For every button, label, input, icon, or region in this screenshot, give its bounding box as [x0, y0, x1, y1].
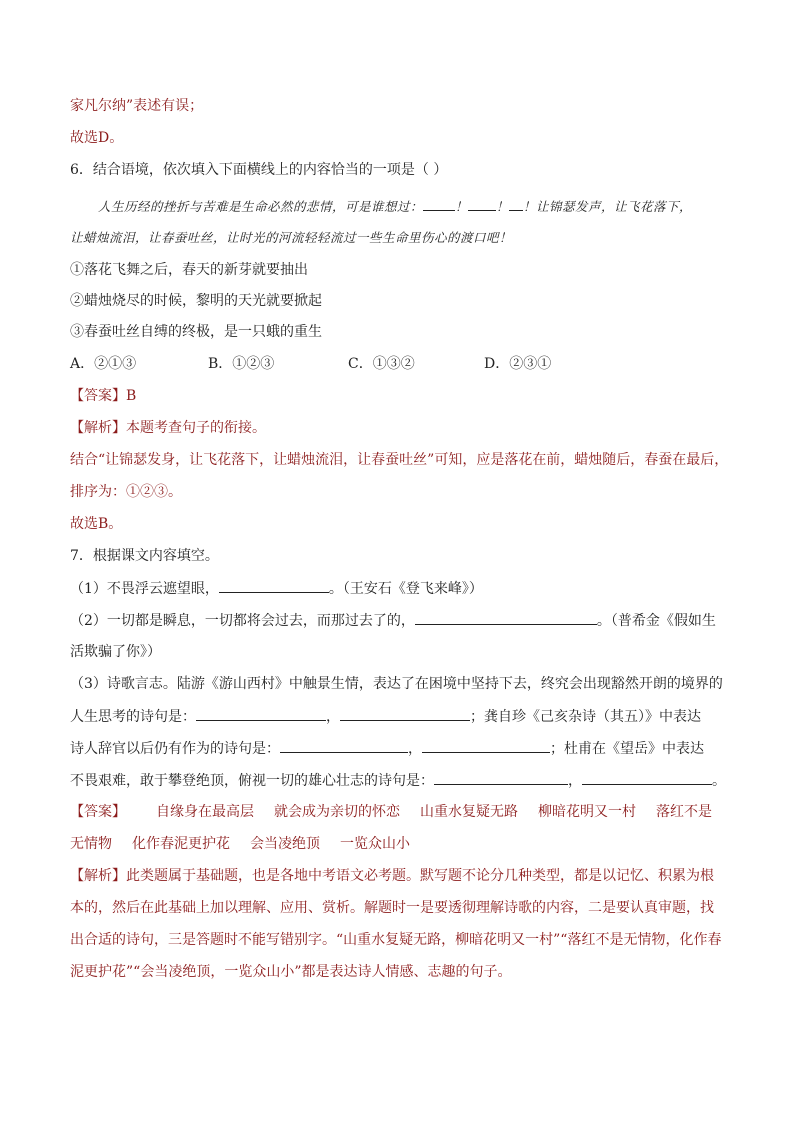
q7-sub2 — [70, 610, 716, 631]
q7-answer — [70, 802, 712, 822]
q6-option-b: B．①②③ — [208, 356, 275, 372]
q6-options-row — [70, 354, 551, 374]
q7-answer-item: 柳暗花明又一村 — [538, 804, 636, 820]
q6-analysis-text: 本题考查句子的衔接。 — [126, 420, 266, 436]
q7-stem: 7．根据课文内容填空。 — [70, 548, 219, 564]
q7-blank-6 — [422, 738, 550, 753]
q7-sub3-line4-text-a: 不畏艰难，敢于攀登绝顶，俯视一切的雄心壮志的诗句是： — [70, 773, 434, 789]
q7-answer-item: 山重水复疑无路 — [420, 804, 518, 820]
q7-sub1 — [70, 578, 483, 599]
q7-analysis-label: 【解析】 — [70, 868, 126, 884]
q7-sub3-line3-text-c: ；杜甫在《望岳》中表达 — [550, 741, 704, 757]
q7-sub3-line4-text-b: ， — [568, 773, 582, 789]
q6-answer-label: 【答案】 — [70, 388, 126, 404]
q6-passage-line1 — [98, 196, 692, 217]
q6-passage-text-a: 人生历经的挫折与苦难是生命必然的悲情，可是谁想过： — [98, 199, 424, 214]
q7-answer-item: 就会成为亲切的怀恋 — [274, 804, 400, 820]
q6-blank-1 — [423, 196, 455, 211]
q7-sub3-line3-text-b: ， — [408, 741, 422, 757]
q7-sub1-text-a: （1）不畏浮云遮望眼， — [70, 581, 219, 597]
q7-answer-item: 无情物 — [70, 836, 112, 852]
q7-sub2-text-a: （2）一切都是瞬息，一切都将会过去，而那过去了的， — [70, 613, 415, 629]
q6-passage-text-c: ！ — [496, 199, 510, 214]
q6-passage-line2: 让蜡烛流泪，让春蚕吐丝，让时光的河流轻轻流过一些生命里伤心的渡口吧！ — [70, 230, 513, 245]
q6-item-1: ①落花飞舞之后，春天的新芽就要抽出 — [70, 262, 308, 278]
q7-blank-2 — [415, 610, 597, 625]
q7-blank-1 — [219, 578, 329, 593]
q7-sub2-line2: 活欺骗了你》） — [70, 644, 161, 660]
q7-answer-item: 化作春泥更护花 — [132, 836, 230, 852]
q6-answer — [70, 386, 136, 406]
q7-analysis-line2: 本的，然后在此基础上加以理解、应用、赏析。解题时一是要透彻理解诗歌的内容，二是要认真审题，找 — [70, 900, 714, 916]
q6-option-a: A．②①③ — [70, 356, 137, 372]
q7-sub3-line2 — [70, 706, 701, 727]
q6-option-d: D．②③① — [484, 356, 552, 372]
q7-blank-4 — [340, 706, 470, 721]
q6-analysis-line2: 结合“让锦瑟发身，让飞花落下，让蜡烛流泪，让春蚕吐丝”可知，应是落花在前，蜡烛随后，春蚕在最后， — [70, 452, 729, 468]
q6-analysis-line3: 排序为：①②③。 — [70, 484, 182, 500]
q7-sub3-line2-text-b: ， — [326, 709, 340, 725]
q7-sub3-line3 — [70, 738, 704, 759]
q7-analysis-line4: 泥更护花”“会当凌绝顶，一览众山小”都是表达诗人情感、志趣的句子。 — [70, 964, 512, 980]
q7-blank-5 — [280, 738, 408, 753]
q6-item-2: ②蜡烛烧尽的时候，黎明的天光就要掀起 — [70, 293, 322, 309]
q7-sub3-line1: （3）诗歌言志。陆游《游山西村》中触景生情，表达了在困境中坚持下去，终究会出现豁然开朗的境界的 — [70, 676, 723, 692]
q7-answer-item: 落红不是 — [656, 804, 712, 820]
q6-option-c: C．①③② — [348, 356, 415, 372]
prev-choose-line: 故选D。 — [70, 130, 124, 146]
q7-answer-label: 【答案】 — [70, 804, 126, 820]
q6-stem: 6．结合语境，依次填入下面横线上的内容恰当的一项是（ ） — [70, 162, 448, 178]
prev-analysis-tail: 家凡尔纳”表述有误； — [70, 98, 204, 114]
q7-answer-line2 — [70, 834, 410, 854]
q7-answer-item: 会当凌绝顶 — [250, 836, 320, 852]
q7-analysis — [70, 866, 714, 886]
q6-answer-value: B — [126, 388, 137, 404]
q7-blank-8 — [582, 770, 712, 785]
q7-sub3-line2-text-c: ；龚自珍《己亥杂诗（其五）》中表达 — [470, 709, 701, 725]
q7-answer-item: 自缘身在最高层 — [156, 804, 254, 820]
q7-blank-7 — [434, 770, 568, 785]
q7-sub1-text-b: 。（王安石《登飞来峰》） — [328, 581, 483, 597]
q7-analysis-text: 此类题属于基础题，也是各地中考语文必考题。默写题不论分几种类型，都是以记忆、积累为根 — [126, 868, 714, 884]
q7-sub3-line4-text-c: 。 — [712, 773, 726, 789]
q7-sub3-line3-text-a: 诗人辞官以后仍有作为的诗句是： — [70, 741, 280, 757]
q7-sub3-line4 — [70, 770, 726, 791]
q6-passage-text-b: ！ — [455, 199, 469, 214]
q7-sub2-text-b: 。（普希金《假如生 — [596, 613, 716, 629]
q6-passage-text-d: ！让锦瑟发声，让飞花落下， — [523, 199, 693, 214]
q6-item-3: ③春蚕吐丝自缚的终极，是一只蛾的重生 — [70, 324, 322, 340]
q6-analysis-label: 【解析】 — [70, 420, 126, 436]
q7-analysis-line3: 出合适的诗句，三是答题时不能写错别字。“山重水复疑无路，柳暗花明又一村”“落红不是无情物，化作春 — [70, 932, 722, 948]
q6-blank-2 — [468, 196, 496, 211]
q6-choose-line: 故选B。 — [70, 516, 123, 532]
q7-blank-3 — [196, 706, 326, 721]
q7-answer-item: 一览众山小 — [340, 836, 410, 852]
q7-sub3-line2-text-a: 人生思考的诗句是： — [70, 709, 196, 725]
q6-analysis — [70, 418, 266, 438]
q6-blank-3 — [509, 196, 523, 211]
